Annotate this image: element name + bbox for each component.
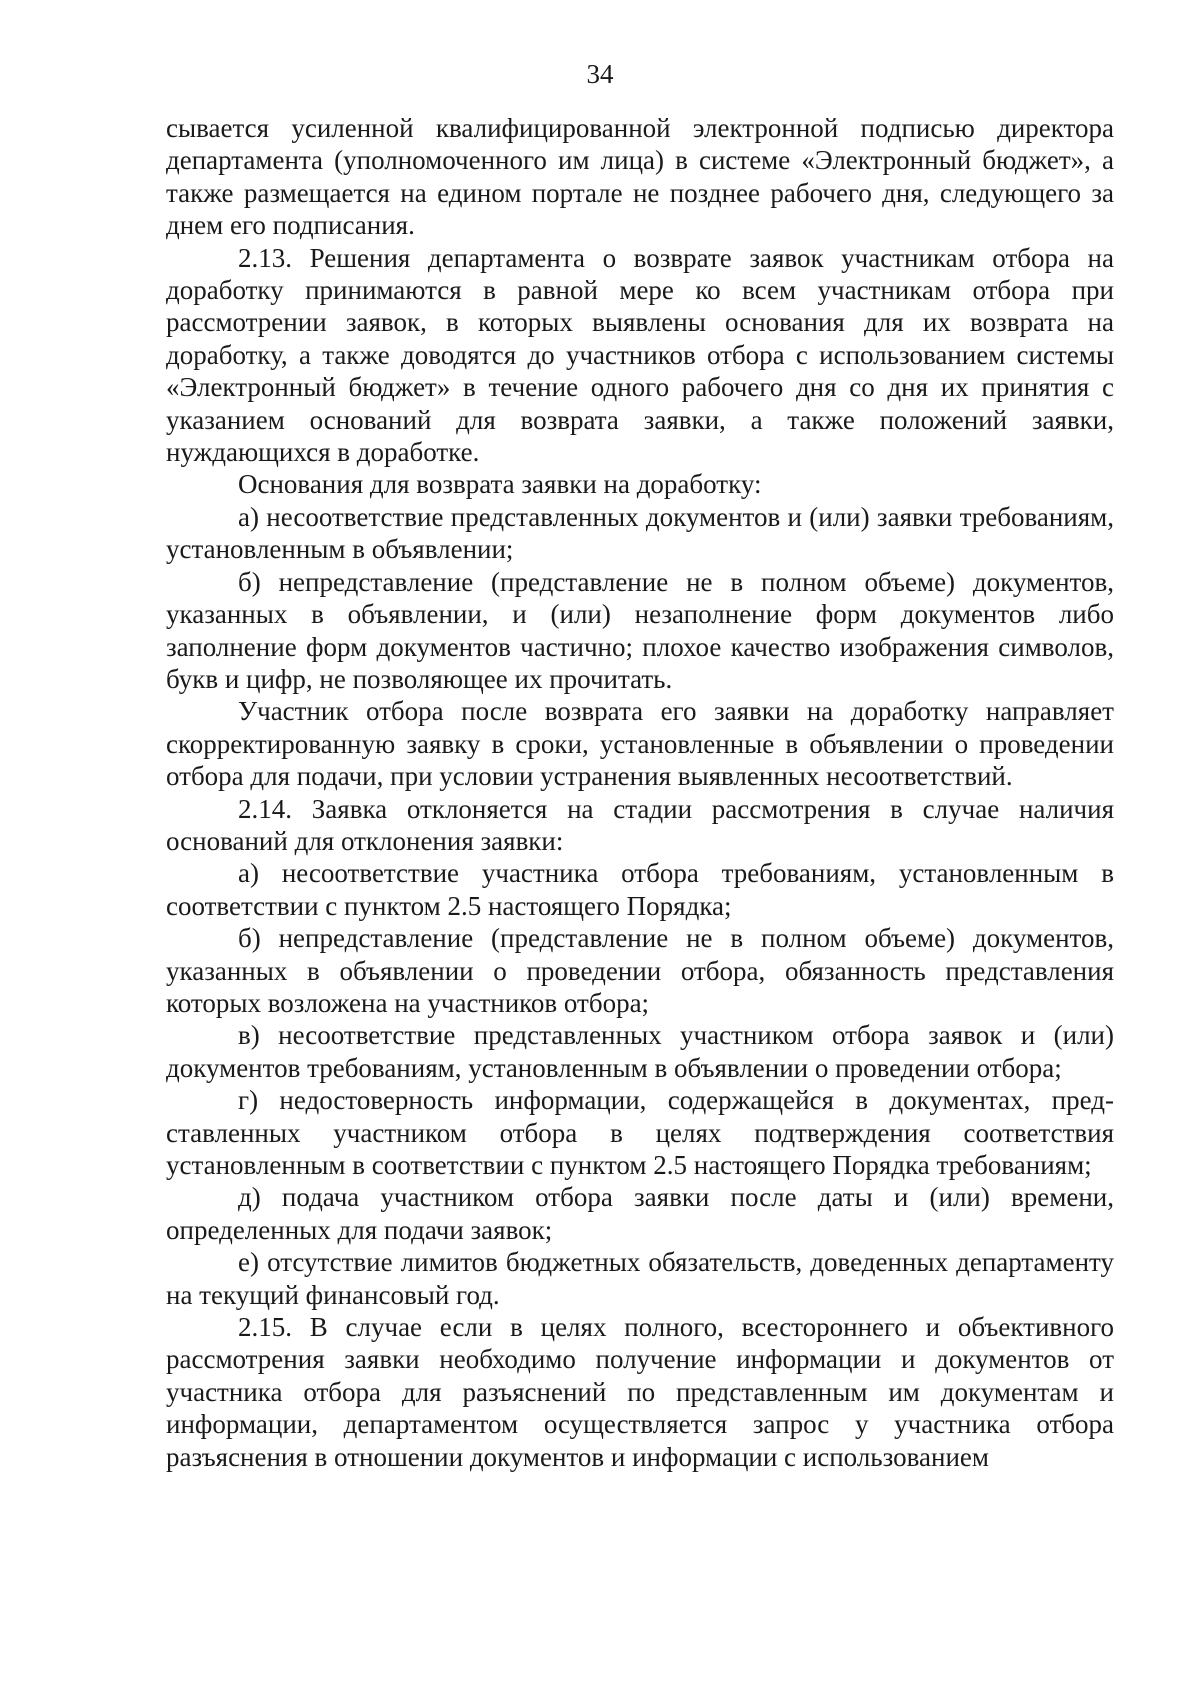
- list-item-return-a: а) несоответствие представленных документов и (или) заявки требованиям, установленным в объявлении;: [166, 501, 1114, 565]
- paragraph-continuation: сывается усиленной квалифицированной электронной подписью директора департамента (уполномоченного им лица) в системе «Электронный бюджет», а также размещается на едином портале не позднее рабочего дня, следующего за днем его подписания.: [166, 113, 1114, 241]
- paragraph-return-grounds-heading: Основания для возврата заявки на доработку:: [238, 469, 762, 500]
- paragraph-2-15: 2.15. В случае если в целях полного, всестороннего и объективного рассмотрения заявки необходимо получение информации и документов от участника отбора для разъяснений по представленным им документам и информации, департаментом осуществляется запрос у участника отбора разъяснения в отношении документов и информации с использованием: [166, 1312, 1114, 1472]
- page-number: 34: [586, 59, 614, 89]
- list-item-return-b: б) непредставление (представление не в полном объеме) документов, указанных в объявлении, и (или) незаполнение форм документов либо заполнение форм документов частично; плохое качество изображения символов, букв и цифр, не позволяющее их прочитать.: [166, 566, 1114, 694]
- document-body: [166, 112, 1114, 1473]
- list-item-reject-f: е) отсутствие лимитов бюджетных обязательств, доведенных департаменту на текущий финансовый год.: [166, 1247, 1114, 1310]
- list-item-reject-e: д) подача участником отбора заявки после даты и (или) времени, определенных для подачи заявок;: [166, 1182, 1114, 1245]
- list-item-reject-c: в) несоответствие представленных участником отбора заявок и (или) документов требованиям, установленным в объявлении о проведении отбора;: [166, 1020, 1114, 1083]
- list-item-reject-d: г) недостоверность информации, содержащейся в документах, представленных участником отбора в целях подтверждения соответствия установленным в соответствии с пунктом 2.5 настоящего Порядка требованиям;: [166, 1085, 1114, 1180]
- list-item-reject-b: б) непредставление (представление не в полном объеме) документов, указанных в объявлении о проведении отбора, обязанность представления которых возложена на участников отбора;: [166, 923, 1114, 1018]
- paragraph-2-14: 2.14. Заявка отклоняется на стадии рассмотрения в случае наличия оснований для отклонения заявки:: [166, 793, 1114, 856]
- paragraph-resubmission: Участник отбора после возврата его заявки на доработку направляет скорректированную заявку в сроки, установленные в объявлении о проведении отбора для подачи, при условии устранения выявленных несоответствий.: [166, 696, 1114, 792]
- list-item-reject-a: а) несоответствие участника отбора требованиям, установленным в соответствии с пунктом 2.5 настоящего Порядка;: [166, 858, 1114, 921]
- paragraph-2-13: 2.13. Решения департамента о возврате заявок участникам отбора на доработку принимаются в равной мере ко всем участникам отбора при рассмотрении заявок, в которых выявлены основания для их возврата на доработку, а также доводятся до участников отбора с использованием системы «Электронный бюджет» в течение одного рабочего дня со дня их принятия с указанием оснований для возврата заявки, а также положений заявки, нуждающихся в доработке.: [166, 242, 1114, 468]
